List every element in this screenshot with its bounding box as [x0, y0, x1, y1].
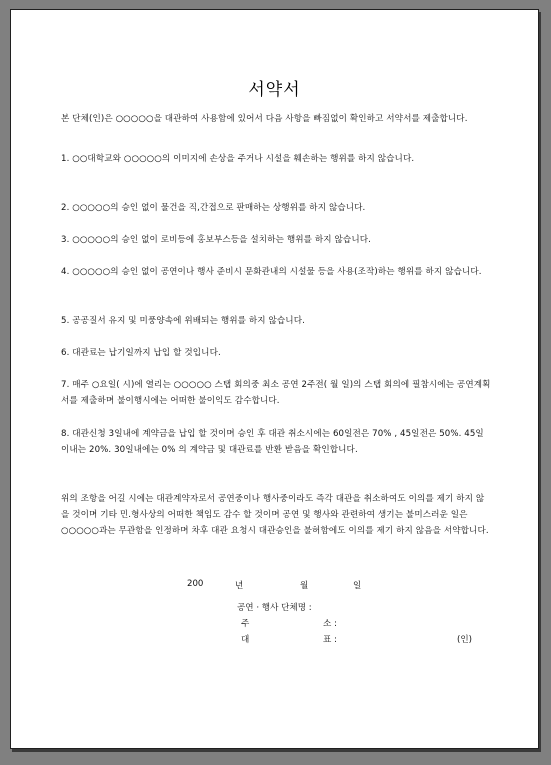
closing-paragraph: 위의 조항을 어길 시에는 대관계약자로서 공연중이나 행사중이라도 즉각 대관을 취소하여도 이의를 제기 하지 않을 것이며 기타 민.형사상의 어떠한 책임도 감수 할 것이며 공연 및 행사와 관련하여 생기는 불미스러운 일은 ○○○○○과는 무관함을 인정하며 차후 대관 요청시 대관승인을 불허함에도 이의를 제기 하지 않음을 서약합니다.: [61, 494, 489, 536]
clause-7: 7. 매주 ○요일( 시)에 열리는 ○○○○○ 스탭 회의중 최소 공연 2주전( 월 일)의 스탭 회의에 필참시에는 공연계획서를 제출하며 불이행시에는 어떠한 불이익도 감수합니다.: [61, 380, 491, 406]
date-day-label: 일: [353, 581, 362, 591]
signature-seal: (인): [457, 635, 473, 645]
clause-2: 2. ○○○○○의 승인 없이 물건을 직,간접으로 판매하는 상행위를 하지 않습니다.: [61, 203, 366, 213]
date-year-label: 년: [235, 581, 244, 591]
signature-rep-row: [237, 633, 497, 649]
clause-4: 4. ○○○○○의 승인 없이 공연이나 행사 준비시 문화관내의 시설물 등을 사용(조작)하는 행위를 하지 않습니다.: [61, 267, 482, 277]
intro-paragraph: 본 단체(인)은 ○○○○○을 대관하여 사용함에 있어서 다음 사항을 빠짐없이 확인하고 서약서를 제출합니다.: [61, 114, 468, 124]
date-year-prefix: 200: [187, 579, 204, 589]
clause-5: 5. 공공질서 유지 및 미풍양속에 위배되는 행위를 하지 않습니다.: [61, 316, 305, 326]
signature-org-row: [237, 601, 497, 617]
clause-8: 8. 대관신청 3일내에 계약금을 납입 할 것이며 승인 후 대관 취소시에는 60일전은 70% , 45일전은 50%. 45일 이내는 20%. 30일내에는 0% 의 계약금 및 대관료를 반환 받음을 확인합니다.: [61, 429, 484, 455]
signature-address-label-2: 소 :: [323, 619, 337, 629]
signature-org-label: 공연 · 행사 단체명 :: [237, 603, 312, 613]
document-page: [10, 9, 539, 749]
signature-rep-label-1: 대: [241, 635, 250, 645]
signature-address-row: [237, 617, 497, 633]
clause-6: 6. 대관료는 납기일까지 납입 할 것입니다.: [61, 348, 221, 358]
date-month-label: 월: [300, 581, 309, 591]
signature-rep-label-2: 표 :: [323, 635, 337, 645]
signature-address-label-1: 주: [241, 619, 250, 629]
clause-1: 1. ○○대학교와 ○○○○○의 이미지에 손상을 주거나 시설을 훼손하는 행위를 하지 않습니다.: [61, 154, 415, 164]
clause-3: 3. ○○○○○의 승인 없이 로비등에 홍보부스등을 설치하는 행위를 하지 않습니다.: [61, 235, 371, 245]
page-title: 서약서: [248, 80, 301, 100]
